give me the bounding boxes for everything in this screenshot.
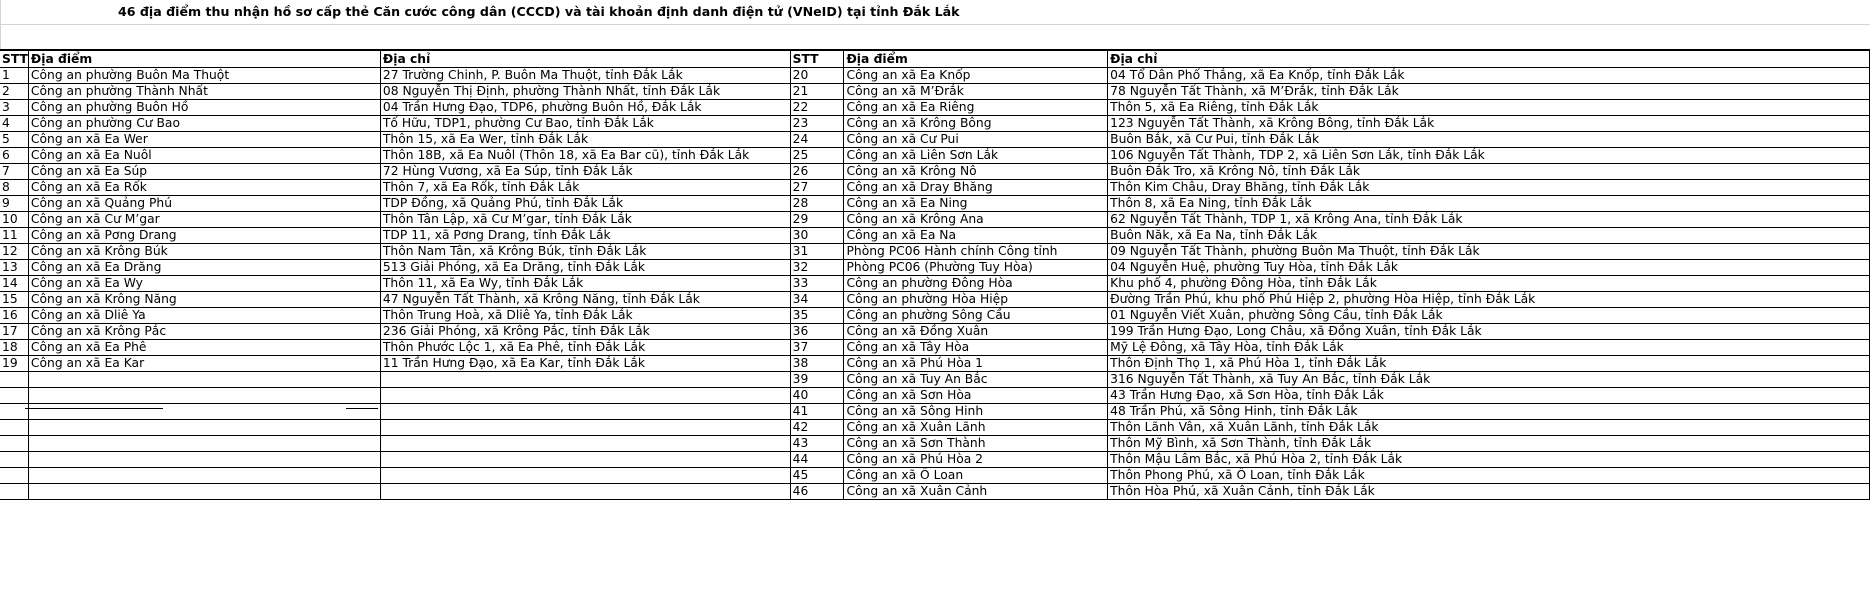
cell-place-right[interactable]: Công an xã Dray Bhăng — [844, 180, 1108, 196]
cell-address-left[interactable] — [380, 388, 790, 404]
cell-stt-left[interactable]: 13 — [0, 260, 28, 276]
cell-stt-right[interactable]: 30 — [790, 228, 844, 244]
table-row — [0, 180, 1870, 196]
cell-stt-left[interactable]: 18 — [0, 340, 28, 356]
cell-address-right[interactable]: Thôn Phong Phú, xã Ô Loan, tỉnh Đắk Lắk — [1108, 468, 1870, 484]
cell-address-left[interactable] — [380, 436, 790, 452]
cell-stt-left[interactable]: 15 — [0, 292, 28, 308]
cell-address-right[interactable]: Khu phố 4, phường Đông Hòa, tỉnh Đắk Lắk — [1108, 276, 1870, 292]
cell-address-left[interactable]: Thôn Phước Lộc 1, xã Ea Phê, tỉnh Đắk Lắk — [380, 340, 790, 356]
cell-place-right[interactable]: Công an xã Sơn Thành — [844, 436, 1108, 452]
cell-stt-right[interactable]: 23 — [790, 116, 844, 132]
cell-stt-right[interactable]: 28 — [790, 196, 844, 212]
cell-place-left[interactable]: Công an xã Quảng Phú — [28, 196, 380, 212]
cell-stt-right[interactable]: 34 — [790, 292, 844, 308]
cell-address-right[interactable]: 09 Nguyễn Tất Thành, phường Buôn Ma Thuột, tỉnh Đắk Lắk — [1108, 244, 1870, 260]
cell-place-left[interactable]: Công an xã Ea Kar — [28, 356, 380, 372]
cell-address-right[interactable]: Mỹ Lệ Đông, xã Tây Hòa, tỉnh Đắk Lắk — [1108, 340, 1870, 356]
cell-place-left[interactable] — [28, 436, 380, 452]
cell-address-left[interactable]: 04 Trần Hưng Đạo, TDP6, phường Buôn Hồ, Đắk Lắk — [380, 100, 790, 116]
cell-stt-right[interactable]: 20 — [790, 68, 844, 84]
cell-stt-left[interactable]: 16 — [0, 308, 28, 324]
header-place-right[interactable]: Địa điểm — [844, 50, 1108, 68]
cell-address-right[interactable]: Buôn Bắk, xã Cư Pui, tỉnh Đắk Lắk — [1108, 132, 1870, 148]
cell-place-right[interactable]: Công an xã Sông Hinh — [844, 404, 1108, 420]
cell-place-right[interactable]: Công an xã Ea Riêng — [844, 100, 1108, 116]
cell-stt-left[interactable] — [0, 484, 28, 500]
cell-stt-right[interactable]: 25 — [790, 148, 844, 164]
cell-stt-right[interactable]: 43 — [790, 436, 844, 452]
cell-stt-left[interactable]: 14 — [0, 276, 28, 292]
cell-stt-left[interactable]: 5 — [0, 132, 28, 148]
cell-stt-left[interactable]: 6 — [0, 148, 28, 164]
cell-address-left[interactable]: Thôn 18B, xã Ea Nuôl (Thôn 18, xã Ea Bar cũ), tỉnh Đắk Lắk — [380, 148, 790, 164]
table-row — [0, 468, 1870, 484]
cell-address-right[interactable]: 123 Nguyễn Tất Thành, xã Krông Bông, tỉnh Đắk Lắk — [1108, 116, 1870, 132]
cell-address-left[interactable] — [380, 484, 790, 500]
cell-place-left[interactable] — [28, 452, 380, 468]
cell-stt-left[interactable]: 3 — [0, 100, 28, 116]
cell-address-right[interactable]: Đường Trần Phú, khu phố Phú Hiệp 2, phường Hòa Hiệp, tỉnh Đắk Lắk — [1108, 292, 1870, 308]
cell-stt-right[interactable]: 29 — [790, 212, 844, 228]
cell-address-right[interactable]: 48 Trần Phú, xã Sông Hinh, tỉnh Đắk Lắk — [1108, 404, 1870, 420]
cell-stt-right[interactable]: 22 — [790, 100, 844, 116]
cell-address-left[interactable] — [380, 372, 790, 388]
cell-place-left[interactable]: Công an xã Ea Phê — [28, 340, 380, 356]
header-address-left[interactable]: Địa chỉ — [380, 50, 790, 68]
cell-place-left[interactable]: Công an phường Buôn Ma Thuột — [28, 68, 380, 84]
cell-place-left[interactable] — [28, 468, 380, 484]
cell-stt-left[interactable]: 11 — [0, 228, 28, 244]
cell-stt-right[interactable]: 44 — [790, 452, 844, 468]
cell-address-left[interactable]: 513 Giải Phóng, xã Ea Drăng, tỉnh Đắk Lắk — [380, 260, 790, 276]
header-address-right[interactable]: Địa chỉ — [1108, 50, 1870, 68]
cell-address-left[interactable]: Thôn Nam Tân, xã Krông Búk, tỉnh Đắk Lắk — [380, 244, 790, 260]
cell-stt-left[interactable]: 8 — [0, 180, 28, 196]
header-stt-right[interactable]: STT — [790, 50, 844, 68]
cell-stt-left[interactable]: 2 — [0, 84, 28, 100]
sheet-gridline — [0, 0, 1, 49]
cell-place-right[interactable]: Công an xã Ea Ning — [844, 196, 1108, 212]
table-row — [0, 276, 1870, 292]
cell-place-left[interactable] — [28, 372, 380, 388]
cell-address-right[interactable]: 04 Nguyễn Huệ, phường Tuy Hòa, tỉnh Đắk Lắk — [1108, 260, 1870, 276]
underline-stub-right — [346, 408, 378, 409]
cell-address-left[interactable]: TDP 11, xã Pơng Drang, tỉnh Đắk Lắk — [380, 228, 790, 244]
cell-address-right[interactable]: 43 Trần Hưng Đạo, xã Sơn Hòa, tỉnh Đắk Lắk — [1108, 388, 1870, 404]
cell-address-right[interactable]: Thôn 5, xã Ea Riêng, tỉnh Đắk Lắk — [1108, 100, 1870, 116]
cell-address-right[interactable]: 62 Nguyễn Tất Thành, TDP 1, xã Krông Ana, tỉnh Đắk Lắk — [1108, 212, 1870, 228]
cell-place-left[interactable] — [28, 404, 380, 420]
cell-address-right[interactable]: 106 Nguyễn Tất Thành, TDP 2, xã Liên Sơn Lắk, tỉnh Đắk Lắk — [1108, 148, 1870, 164]
cell-address-right[interactable]: 04 Tổ Dân Phố Thắng, xã Ea Knốp, tỉnh Đắk Lắk — [1108, 68, 1870, 84]
cell-place-right[interactable]: Công an xã Ô Loan — [844, 468, 1108, 484]
table-row — [0, 324, 1870, 340]
cell-stt-left[interactable] — [0, 388, 28, 404]
cell-place-left[interactable]: Công an xã Krông Năng — [28, 292, 380, 308]
cell-address-left[interactable] — [380, 468, 790, 484]
cell-stt-left[interactable] — [0, 420, 28, 436]
cell-place-left[interactable]: Công an xã Ea Drăng — [28, 260, 380, 276]
cell-address-left[interactable] — [380, 404, 790, 420]
cell-place-left[interactable]: Công an phường Buôn Hồ — [28, 100, 380, 116]
cell-address-left[interactable]: 236 Giải Phóng, xã Krông Pắc, tỉnh Đắk Lắk — [380, 324, 790, 340]
cell-place-left[interactable]: Công an xã Krông Búk — [28, 244, 380, 260]
cell-place-right[interactable]: Phòng PC06 Hành chính Công tỉnh — [844, 244, 1108, 260]
cell-address-left[interactable]: TDP Đồng, xã Quảng Phú, tỉnh Đắk Lắk — [380, 196, 790, 212]
table-row — [0, 340, 1870, 356]
cell-stt-right[interactable]: 27 — [790, 180, 844, 196]
cell-stt-right[interactable]: 38 — [790, 356, 844, 372]
cell-stt-right[interactable]: 42 — [790, 420, 844, 436]
cell-place-right[interactable]: Công an phường Hòa Hiệp — [844, 292, 1108, 308]
cell-stt-right[interactable]: 21 — [790, 84, 844, 100]
table-row — [0, 420, 1870, 436]
cell-address-right[interactable]: Thôn Mỹ Bình, xã Sơn Thành, tỉnh Đắk Lắk — [1108, 436, 1870, 452]
cell-place-left[interactable] — [28, 388, 380, 404]
cell-address-right[interactable]: 01 Nguyễn Viết Xuân, phường Sông Cầu, tỉnh Đắk Lắk — [1108, 308, 1870, 324]
cell-place-left[interactable]: Công an xã Cư M’gar — [28, 212, 380, 228]
table-row — [0, 292, 1870, 308]
cell-address-left[interactable]: Tố Hữu, TDP1, phường Cư Bao, tỉnh Đắk Lắk — [380, 116, 790, 132]
cell-place-left[interactable]: Công an xã Ea Wy — [28, 276, 380, 292]
cell-place-right[interactable]: Công an xã Phú Hòa 1 — [844, 356, 1108, 372]
cell-address-left[interactable]: Thôn Trung Hoà, xã Dliê Ya, tỉnh Đắk Lắk — [380, 308, 790, 324]
cell-place-left[interactable]: Công an xã Pơng Drang — [28, 228, 380, 244]
cell-stt-left[interactable] — [0, 436, 28, 452]
table-row — [0, 436, 1870, 452]
cell-stt-right[interactable]: 46 — [790, 484, 844, 500]
table-row — [0, 244, 1870, 260]
cell-place-left[interactable]: Công an xã Ea Wer — [28, 132, 380, 148]
cell-stt-right[interactable]: 32 — [790, 260, 844, 276]
cell-place-right[interactable]: Công an xã Sơn Hòa — [844, 388, 1108, 404]
cell-stt-left[interactable]: 12 — [0, 244, 28, 260]
cell-place-right[interactable]: Công an xã M’Đrắk — [844, 84, 1108, 100]
cell-place-right[interactable]: Công an xã Ea Na — [844, 228, 1108, 244]
cell-address-right[interactable]: Thôn Hòa Phú, xã Xuân Cảnh, tỉnh Đắk Lắk — [1108, 484, 1870, 500]
page-title: 46 địa điểm thu nhận hồ sơ cấp thẻ Căn cước công dân (CCCD) và tài khoản định danh điện tử (VNeID) tại tỉnh Đắk Lắk — [118, 4, 960, 19]
cell-stt-right[interactable]: 33 — [790, 276, 844, 292]
cell-stt-right[interactable]: 39 — [790, 372, 844, 388]
cell-stt-left[interactable]: 17 — [0, 324, 28, 340]
cell-stt-right[interactable]: 37 — [790, 340, 844, 356]
cell-address-left[interactable]: Thôn Tân Lập, xã Cư M’gar, tỉnh Đắk Lắk — [380, 212, 790, 228]
cell-place-left[interactable] — [28, 420, 380, 436]
table-row — [0, 132, 1870, 148]
cell-place-left[interactable]: Công an phường Thành Nhất — [28, 84, 380, 100]
cell-place-right[interactable]: Phòng PC06 (Phường Tuy Hòa) — [844, 260, 1108, 276]
cell-stt-left[interactable]: 19 — [0, 356, 28, 372]
cell-address-left[interactable] — [380, 420, 790, 436]
cell-stt-left[interactable] — [0, 452, 28, 468]
table-row — [0, 212, 1870, 228]
header-place-left[interactable]: Địa điểm — [28, 50, 380, 68]
cell-stt-right[interactable]: 24 — [790, 132, 844, 148]
cell-stt-left[interactable]: 10 — [0, 212, 28, 228]
cell-address-right[interactable]: Buôn Đắk Tro, xã Krông Nô, tỉnh Đắk Lắk — [1108, 164, 1870, 180]
cell-address-left[interactable] — [380, 452, 790, 468]
cell-place-right[interactable]: Công an xã Xuân Cảnh — [844, 484, 1108, 500]
cell-place-right[interactable]: Công an xã Krông Bông — [844, 116, 1108, 132]
header-stt-left[interactable]: STT — [2, 51, 28, 66]
cell-address-left[interactable]: 08 Nguyễn Thị Định, phường Thành Nhất, tỉnh Đắk Lắk — [380, 84, 790, 100]
cell-place-right[interactable]: Công an xã Krông Nô — [844, 164, 1108, 180]
cell-address-right[interactable]: 78 Nguyễn Tất Thành, xã M’Đrắk, tỉnh Đắk Lắk — [1108, 84, 1870, 100]
cell-address-left[interactable]: 72 Hùng Vương, xã Ea Súp, tỉnh Đắk Lắk — [380, 164, 790, 180]
table-row — [0, 372, 1870, 388]
cell-place-left[interactable]: Công an phường Cư Bao — [28, 116, 380, 132]
table-row — [0, 100, 1870, 116]
cell-stt-left[interactable] — [0, 372, 28, 388]
cell-address-right[interactable]: Thôn 8, xã Ea Ning, tỉnh Đắk Lắk — [1108, 196, 1870, 212]
cell-place-right[interactable]: Công an xã Tuy An Bắc — [844, 372, 1108, 388]
table-row — [0, 260, 1870, 276]
table-row — [0, 228, 1870, 244]
cell-address-right[interactable]: Thôn Kim Châu, Dray Bhăng, tỉnh Đắk Lắk — [1108, 180, 1870, 196]
table-row — [0, 404, 1870, 420]
cell-address-left[interactable]: Thôn 11, xã Ea Wy, tỉnh Đắk Lắk — [380, 276, 790, 292]
cell-place-right[interactable]: Công an xã Đồng Xuân — [844, 324, 1108, 340]
table-row — [0, 388, 1870, 404]
cell-address-right[interactable]: Thôn Mậu Lâm Bắc, xã Phú Hòa 2, tỉnh Đắk Lắk — [1108, 452, 1870, 468]
cell-place-left[interactable]: Công an xã Ea Nuôl — [28, 148, 380, 164]
cell-stt-right[interactable]: 40 — [790, 388, 844, 404]
cell-stt-right[interactable]: 45 — [790, 468, 844, 484]
cell-place-right[interactable]: Công an xã Ea Knốp — [844, 68, 1108, 84]
locations-table — [0, 49, 1870, 500]
cell-address-left[interactable]: Thôn 7, xã Ea Rốk, tỉnh Đắk Lắk — [380, 180, 790, 196]
cell-address-left[interactable]: Thôn 15, xã Ea Wer, tỉnh Đắk Lắk — [380, 132, 790, 148]
cell-stt-left[interactable]: 9 — [0, 196, 28, 212]
cell-stt-left[interactable]: 7 — [0, 164, 28, 180]
table-row — [0, 164, 1870, 180]
cell-place-left[interactable] — [28, 484, 380, 500]
cell-address-left[interactable]: 27 Trường Chinh, P. Buôn Ma Thuột, tỉnh Đắk Lắk — [380, 68, 790, 84]
table-header-row — [0, 50, 1870, 68]
cell-place-right[interactable]: Công an xã Krông Ana — [844, 212, 1108, 228]
cell-place-left[interactable]: Công an xã Krông Pắc — [28, 324, 380, 340]
cell-address-left[interactable]: 11 Trần Hưng Đạo, xã Ea Kar, tỉnh Đắk Lắk — [380, 356, 790, 372]
cell-stt-left[interactable] — [0, 404, 28, 420]
table-row — [0, 484, 1870, 500]
cell-place-right[interactable]: Công an phường Đông Hòa — [844, 276, 1108, 292]
cell-place-right[interactable]: Công an xã Liên Sơn Lắk — [844, 148, 1108, 164]
cell-place-right[interactable]: Công an xã Tây Hòa — [844, 340, 1108, 356]
cell-address-right[interactable]: Thôn Định Thọ 1, xã Phú Hòa 1, tỉnh Đắk Lắk — [1108, 356, 1870, 372]
cell-stt-left[interactable]: 4 — [0, 116, 28, 132]
cell-stt-right[interactable]: 41 — [790, 404, 844, 420]
cell-place-right[interactable]: Công an xã Cư Pui — [844, 132, 1108, 148]
cell-place-left[interactable]: Công an xã Ea Súp — [28, 164, 380, 180]
cell-stt-right[interactable]: 26 — [790, 164, 844, 180]
cell-place-right[interactable]: Công an phường Sông Cầu — [844, 308, 1108, 324]
cell-address-right[interactable]: Thôn Lãnh Vân, xã Xuân Lãnh, tỉnh Đắk Lắk — [1108, 420, 1870, 436]
table-row — [0, 84, 1870, 100]
cell-place-left[interactable]: Công an xã Ea Rốk — [28, 180, 380, 196]
table-row — [0, 452, 1870, 468]
table-row — [0, 116, 1870, 132]
cell-address-right[interactable]: Buôn Năk, xã Ea Na, tỉnh Đắk Lắk — [1108, 228, 1870, 244]
cell-address-left[interactable]: 47 Nguyễn Tất Thành, xã Krông Năng, tỉnh Đắk Lắk — [380, 292, 790, 308]
table-row — [0, 308, 1870, 324]
cell-place-right[interactable]: Công an xã Xuân Lãnh — [844, 420, 1108, 436]
underline-stub-left — [25, 408, 163, 409]
cell-place-left[interactable]: Công an xã Dliê Ya — [28, 308, 380, 324]
sheet-gridline — [0, 24, 1870, 25]
cell-stt-right[interactable]: 36 — [790, 324, 844, 340]
cell-address-right[interactable]: 199 Trần Hưng Đạo, Long Châu, xã Đồng Xuân, tỉnh Đắk Lắk — [1108, 324, 1870, 340]
cell-stt-left[interactable] — [0, 468, 28, 484]
cell-stt-right[interactable]: 31 — [790, 244, 844, 260]
table-row — [0, 196, 1870, 212]
cell-place-right[interactable]: Công an xã Phú Hòa 2 — [844, 452, 1108, 468]
cell-stt-right[interactable]: 35 — [790, 308, 844, 324]
table-row — [0, 148, 1870, 164]
cell-stt-left[interactable]: 1 — [0, 68, 28, 84]
table-row — [0, 68, 1870, 84]
table-row — [0, 356, 1870, 372]
cell-address-right[interactable]: 316 Nguyễn Tất Thành, xã Tuy An Bắc, tỉnh Đắk Lắk — [1108, 372, 1870, 388]
